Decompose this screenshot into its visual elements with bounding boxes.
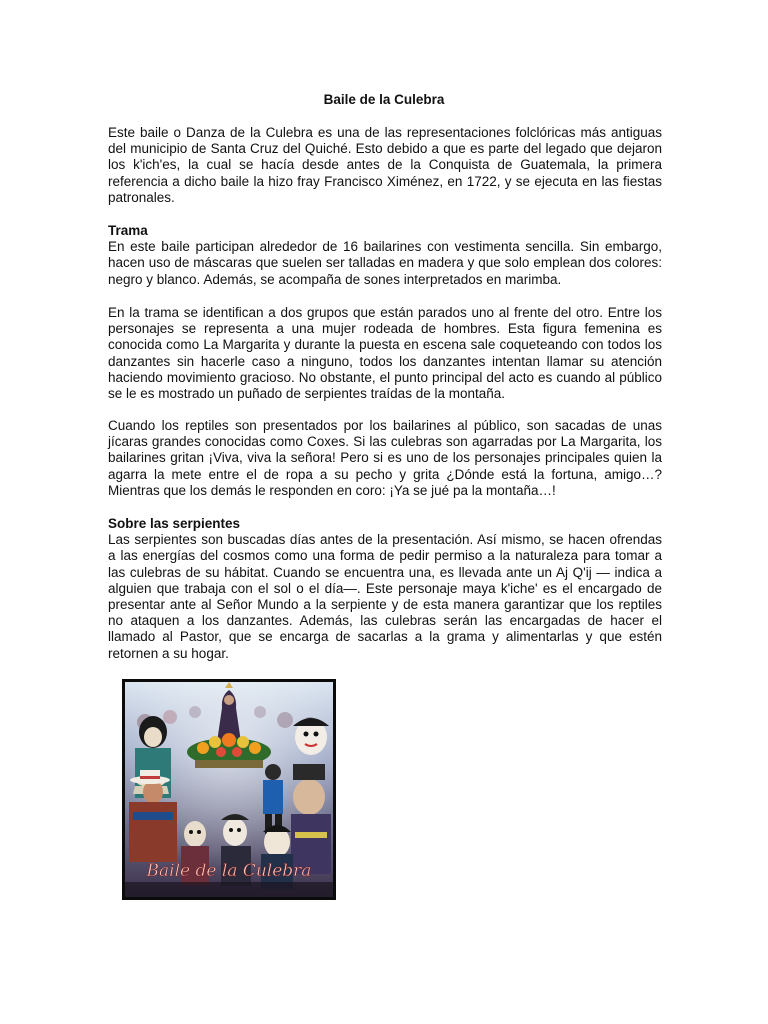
dance-photo-illustration <box>125 682 333 897</box>
section-heading-serpientes: Sobre las serpientes <box>108 516 241 531</box>
photo-caption: Baile de la Culebra <box>146 861 312 881</box>
intro-paragraph: Este baile o Danza de la Culebra es una de las representaciones folclóricas más antiguas del municipio de Santa Cruz del Quiché. Esto debido a que es parte del legado que dejaron los k'ich'es, la cual se hacía desde antes de la Conquista de Guatemala, la primera referencia a dicho baile la hizo fray Francisco Ximénez, en 1722, y se ejecuta en las fiestas patronales. <box>108 125 662 205</box>
intro-block <box>108 125 662 206</box>
trama-block-3 <box>108 418 662 499</box>
trama-block <box>108 223 662 288</box>
trama-paragraph-1: En este baile participan alrededor de 16 bailarines con vestimenta sencilla. Sin embargo, hacen uso de máscaras que suelen ser talladas en madera y que solo emplean dos colores: negro y blanco. Además, se acompaña de sones interpretados en marimba. <box>108 239 662 287</box>
trama-paragraph-3: Cuando los reptiles son presentados por los bailarines al público, son sacadas de unas jícaras grandes conocidas como Coxes. Si las culebras son agarradas por La Margarita, los bailarines gritan ¡Viva, viva la señora! Pero si es uno de los personajes principales quien la agarra la mete entre el de ropa a su pecho y grita ¿Dónde está la fortuna, amigo…? Mientras que los demás le responden en coro: ¡Ya se jué pa la montaña…! <box>108 418 662 498</box>
dance-photo <box>122 679 336 900</box>
serpientes-block <box>108 516 662 662</box>
trama-block-2 <box>108 305 662 402</box>
section-heading-trama: Trama <box>108 223 148 238</box>
trama-paragraph-2: En la trama se identifican a dos grupos que están parados uno al frente del otro. Entre los personajes se representa a una mujer rodeada de hombres. Esta figura femenina es conocida como La Margarita y durante la puesta en escena sale coqueteando con todos los danzantes sin hacerle caso a ninguno, todos los danzantes intentan llamar su atención haciendo movimiento gracioso. No obstante, el punto principal del acto es cuando al público se le es mostrado un puñado de serpientes traídas de la montaña. <box>108 305 662 402</box>
document-title: Baile de la Culebra <box>323 92 445 107</box>
serpientes-paragraph-1: Las serpientes son buscadas días antes de la presentación. Así mismo, se hacen ofrendas a las energías del cosmos como una forma de pedir permiso a la naturaleza para tomar a las culebras de su hábitat. Cuando se encuentra una, es llevada ante un Aj Q'ij — indica a alguien que trabaja con el sol o el día—. Este personaje maya k'iche' es el encargado de presentar ante al Señor Mundo a la serpiente y de esta manera garantizar que los reptiles no ataquen a los danzantes. Además, las culebras serán las encargadas de hacer el llamado al Pastor, que se encarga de sacarlas a la grama y alimentarlas y que estén retornen a su hogar. <box>108 532 662 661</box>
